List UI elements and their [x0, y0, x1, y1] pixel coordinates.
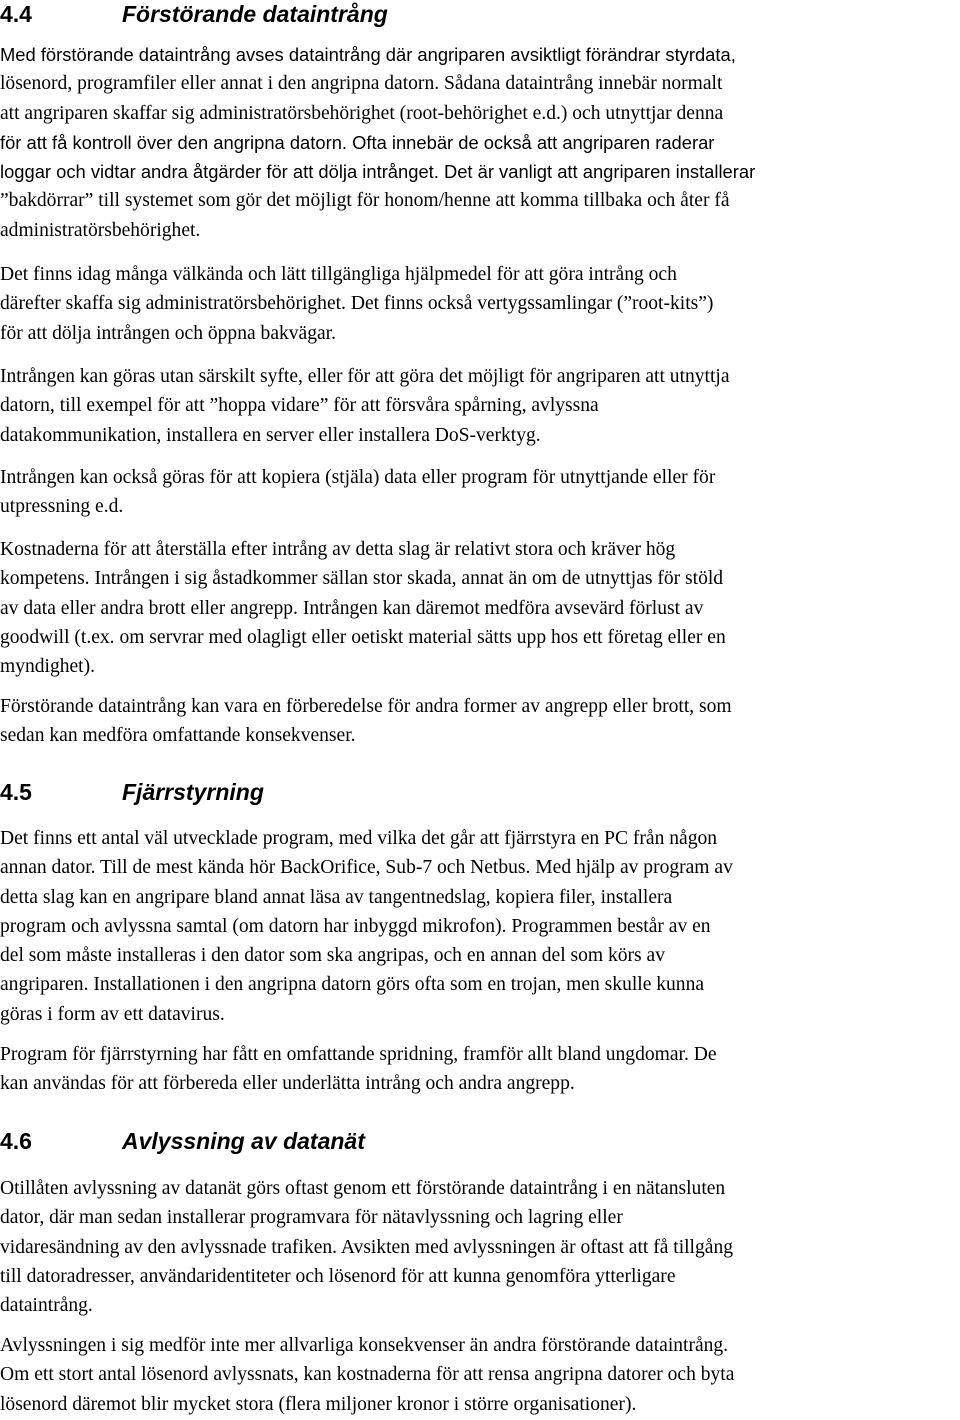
section-heading-4-6 — [0, 1127, 365, 1155]
text-line: kompetens. Intrången i sig åstadkommer sällan stor skada, annat än om de utnyttjas för stöld — [0, 568, 724, 590]
text-line: Intrången kan också göras för att kopiera (stjäla) data eller program för utnyttjande eller för — [0, 467, 716, 488]
text-line: till datoradresser, användaridentiteter och lösenord för att kunna genomföra ytterligare — [0, 1265, 676, 1287]
text-line: att angriparen skaffar sig administratörsbehörighet (root-behörighet e.d.) och utnyttjar denna — [0, 102, 724, 124]
paragraph — [0, 1174, 960, 1320]
paragraph — [0, 40, 960, 245]
text-line: angriparen. Installationen i den angripna datorn görs ofta som en trojan, men skulle kunna — [0, 974, 705, 996]
section-number: 4.4 — [0, 1, 32, 27]
section-number: 4.6 — [0, 1128, 32, 1154]
text-line: goodwill (t.ex. om servrar med olagligt eller oetiskt material sätts upp hos ett företag eller en — [0, 626, 726, 648]
section-title: Förstörande dataintrång — [122, 1, 388, 27]
text-line: datakommunikation, installera en server eller installera DoS-verktyg. — [0, 424, 541, 446]
text-line: Om ett stort antal lösenord avlyssnats, kan kostnaderna för att rensa angripna datorer och byta — [0, 1364, 735, 1386]
section-heading-4-4 — [0, 0, 388, 28]
text-line: Program för fjärrstyrning har fått en omfattande spridning, framför allt bland ungdomar. De — [0, 1044, 717, 1065]
paragraph — [0, 824, 960, 1029]
text-line: utpressning e.d. — [0, 496, 124, 518]
text-line: myndighet). — [0, 656, 96, 678]
text-line: annan dator. Till de mest kända hör BackOrifice, Sub-7 och Netbus. Med hjälp av program av — [0, 857, 733, 879]
text-line: göras i form av ett datavirus. — [0, 1003, 225, 1025]
text-line: administratörsbehörighet. — [0, 219, 201, 241]
text-line: Med förstörande dataintrång avses dataintrång där angriparen avsiktligt förändrar styrdata, — [0, 44, 736, 65]
section-title: Fjärrstyrning — [122, 779, 264, 805]
text-line: lösenord däremot blir mycket stora (flera miljoner kronor i större organisationer). — [0, 1393, 637, 1415]
text-line: kan användas för att förbereda eller underlätta intrång och andra angrepp. — [0, 1073, 575, 1095]
paragraph — [0, 535, 960, 681]
text-line: ”bakdörrar” till systemet som gör det möjligt för honom/henne att komma tillbaka och åter få — [0, 190, 730, 212]
section-number: 4.5 — [0, 779, 32, 805]
text-line: dataintrång. — [0, 1295, 93, 1317]
text-line: för att få kontroll över den angripna datorn. Ofta innebär de också att angriparen raderar — [0, 131, 715, 153]
text-line: program och avlyssna samtal (om datorn har inbyggd mikrofon). Programmen består av en — [0, 915, 711, 937]
paragraph — [0, 1040, 960, 1099]
text-line: därefter skaffa sig administratörsbehörighet. Det finns också vertygssamlingar (”root-kits”) — [0, 293, 714, 315]
paragraph — [0, 260, 960, 348]
paragraph — [0, 463, 960, 522]
text-line: dator, där man sedan installerar programvara för nätavlyssning och lagring eller — [0, 1207, 623, 1229]
text-line: Kostnaderna för att återställa efter intrång av detta slag är relativt stora och kräver hög — [0, 539, 676, 560]
section-heading-4-5 — [0, 778, 264, 806]
text-line: av data eller andra brott eller angrepp. Intrången kan däremot medföra avsevärd förlust av — [0, 597, 704, 619]
text-line: Förstörande dataintrång kan vara en förberedelse för andra former av angrepp eller brott, som — [0, 696, 732, 717]
text-line: vidaresändning av den avlyssnade trafiken. Avsikten med avlyssningen är oftast att få tillgång — [0, 1236, 733, 1258]
paragraph — [0, 362, 960, 450]
section-title: Avlyssning av datanät — [122, 1128, 365, 1154]
text-line: detta slag kan en angripare bland annat läsa av tangentnedslag, kopiera filer, installera — [0, 886, 673, 908]
text-line: del som måste installeras i den dator som ska angripas, och en annan del som körs av — [0, 945, 665, 967]
text-line: sedan kan medföra omfattande konsekvenser. — [0, 725, 356, 747]
paragraph — [0, 1331, 960, 1419]
paragraph — [0, 692, 960, 751]
text-line: loggar och vidtar andra åtgärder för att dölja intrånget. Det är vanligt att angriparen installerar — [0, 161, 756, 183]
text-line: för att dölja intrången och öppna bakvägar. — [0, 322, 336, 344]
text-line: lösenord, programfiler eller annat i den angripna datorn. Sådana dataintrång innebär normalt — [0, 73, 723, 95]
text-line: Avlyssningen i sig medför inte mer allvarliga konsekvenser än andra förstörande dataintrång. — [0, 1335, 729, 1356]
text-line: Otillåten avlyssning av datanät görs oftast genom ett förstörande dataintrång i en nätansluten — [0, 1178, 726, 1199]
text-line: datorn, till exempel för att ”hoppa vidare” för att försvåra spårning, avlyssna — [0, 395, 599, 417]
text-line: Intrången kan göras utan särskilt syfte, eller för att göra det möjligt för angriparen att utnyttja — [0, 366, 730, 387]
text-line: Det finns idag många välkända och lätt tillgängliga hjälpmedel för att göra intrång och — [0, 264, 677, 285]
text-line: Det finns ett antal väl utvecklade program, med vilka det går att fjärrstyra en PC från någon — [0, 828, 718, 849]
